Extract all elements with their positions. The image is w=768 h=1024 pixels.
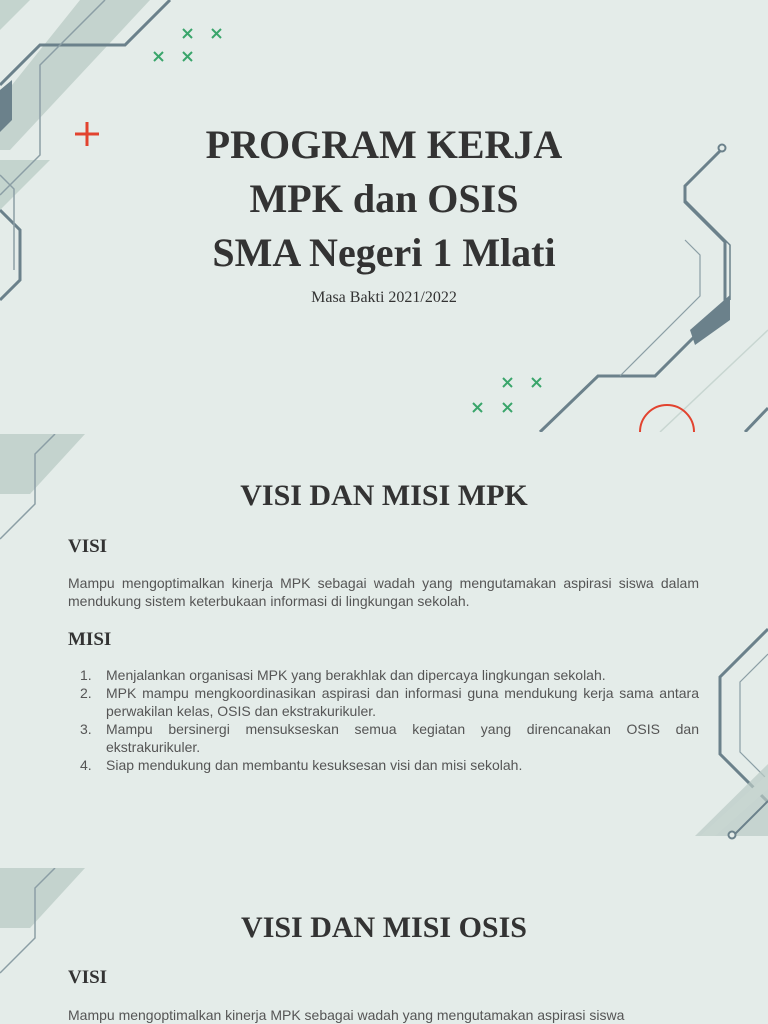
list-item	[68, 756, 699, 774]
mpk-slide	[0, 434, 768, 866]
mpk-visi-heading: VISI	[68, 536, 108, 557]
cover-title-line: SMA Negeri 1 Mlati	[212, 230, 556, 275]
node-icon	[729, 832, 736, 839]
mpk-misi-list	[68, 666, 699, 774]
mpk-title: VISI DAN MISI MPK	[240, 479, 528, 512]
cover-title-line: PROGRAM KERJA	[205, 122, 563, 167]
half-circle-icon	[640, 405, 694, 432]
list-text: MPK mampu mengkoordinasikan aspirasi dan informasi guna mendukung kerja sama antara perwakilan kelas, OSIS dan ekstrakurikuler.	[106, 685, 699, 719]
list-item	[68, 684, 699, 720]
list-number: 1.	[80, 667, 92, 683]
list-number: 2.	[80, 685, 92, 701]
osis-title: VISI DAN MISI OSIS	[241, 911, 527, 944]
circuit-line-icon	[745, 408, 768, 432]
cross-mark-icon	[473, 378, 541, 412]
list-number: 4.	[80, 757, 92, 773]
list-text: Mampu bersinergi mensukseskan semua kegiatan yang direncanakan OSIS dan ekstrakurikuler.	[106, 721, 699, 755]
shape-icon	[695, 764, 768, 836]
mpk-visi-text: Mampu mengoptimalkan kinerja MPK sebagai wadah yang mengutamakan aspirasi siswa dalam mendukung sistem keterbukaan informasi di lingkungan sekolah.	[68, 575, 699, 609]
circuit-line-icon	[660, 330, 768, 432]
cover-slide	[0, 0, 768, 432]
cover-subtitle: Masa Bakti 2021/2022	[311, 289, 457, 306]
list-number: 3.	[80, 721, 92, 737]
cover-title-line: MPK dan OSIS	[249, 176, 519, 221]
cover-title	[0, 118, 768, 280]
mpk-misi-heading: MISI	[68, 629, 112, 650]
list-item	[68, 666, 699, 684]
osis-slide	[0, 868, 768, 1024]
shape-icon	[0, 0, 30, 30]
cross-mark-icon	[154, 29, 221, 61]
osis-visi-text: Mampu mengoptimalkan kinerja MPK sebagai wadah yang mengutamakan aspirasi siswa	[68, 1007, 625, 1023]
list-text: Menjalankan organisasi MPK yang berakhlak dan dipercaya lingkungan sekolah.	[106, 667, 606, 683]
list-text: Siap mendukung dan membantu kesuksesan visi dan misi sekolah.	[106, 757, 523, 773]
osis-visi-heading: VISI	[68, 967, 108, 988]
circuit-line-icon	[740, 654, 768, 780]
list-item	[68, 720, 699, 756]
